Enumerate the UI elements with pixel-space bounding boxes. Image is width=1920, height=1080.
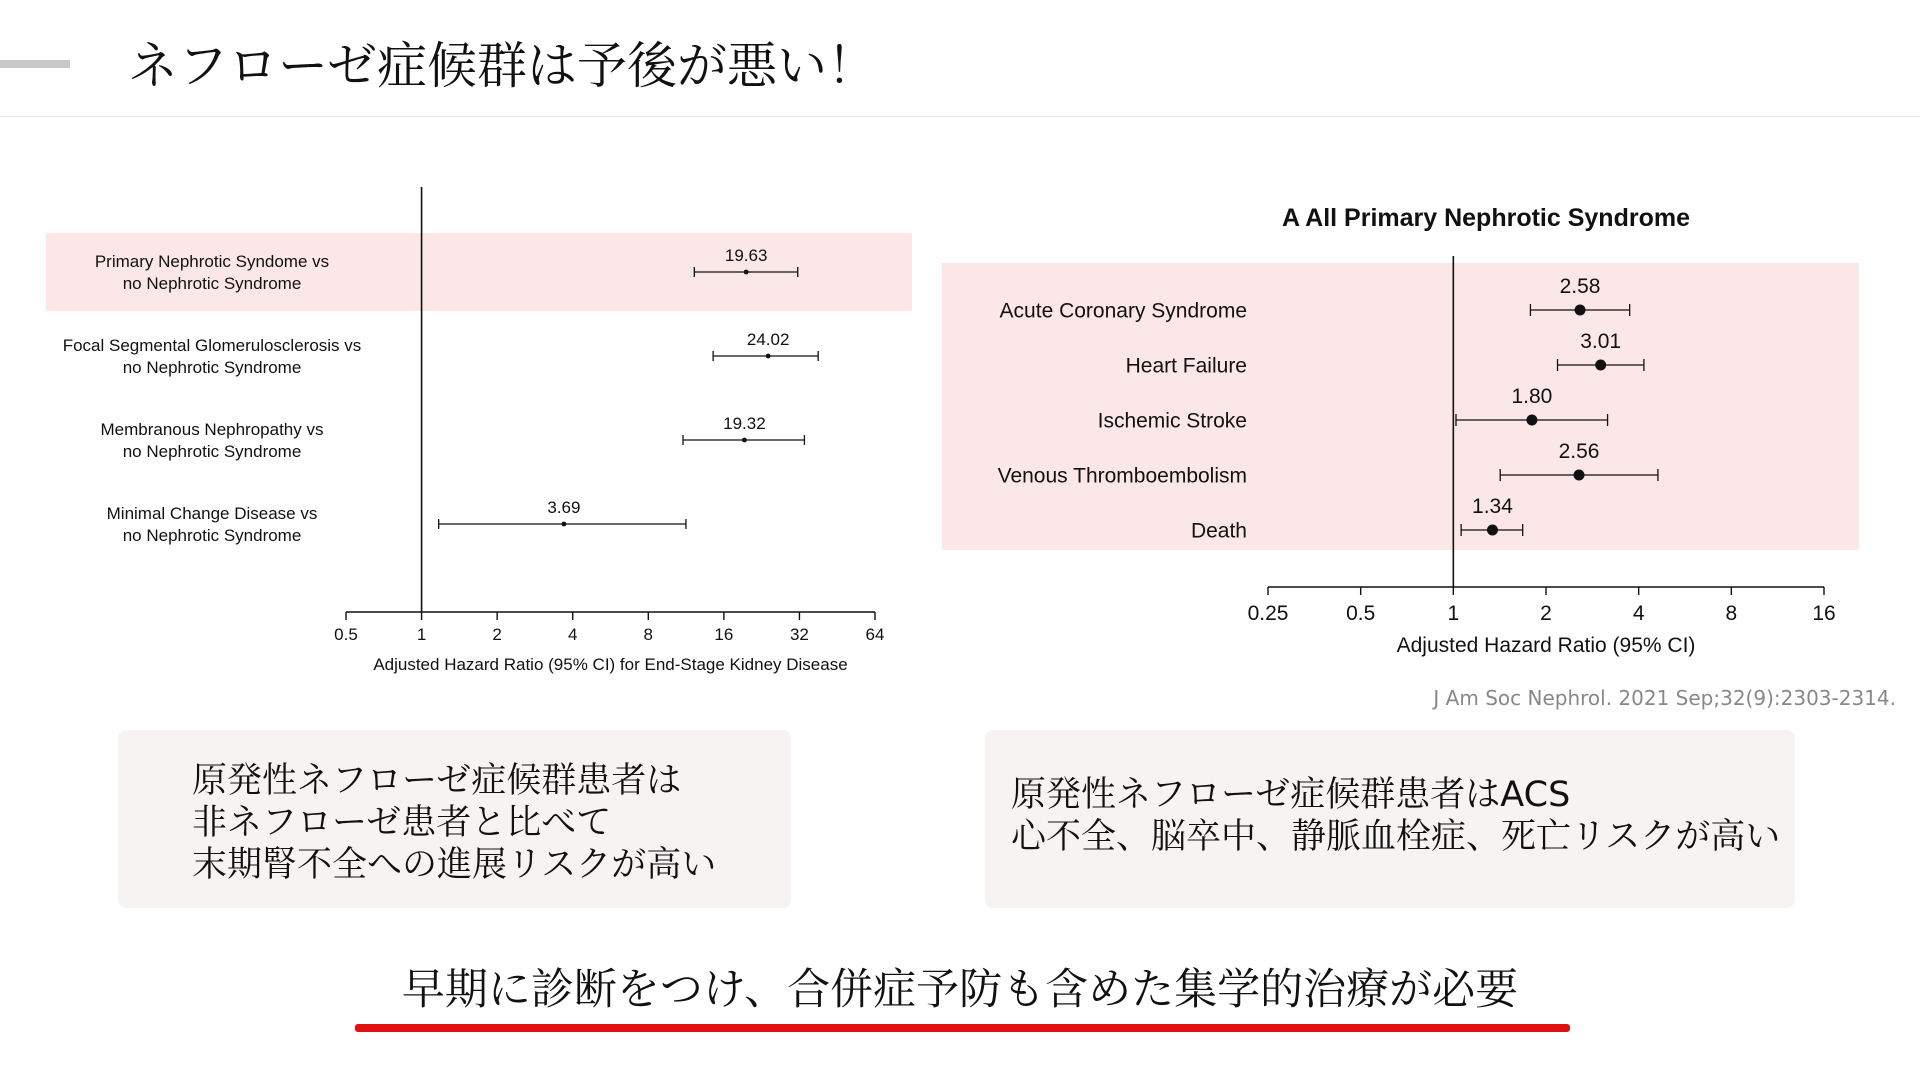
esk-tick-label-4: 4 bbox=[567, 625, 578, 644]
cv-tick-label-8: 8 bbox=[1725, 602, 1738, 625]
esk-row-label-1-line-1: Primary Nephrotic Syndome vs bbox=[94, 251, 330, 271]
cv-point-2 bbox=[1595, 360, 1606, 371]
esk-tick-label-16: 16 bbox=[714, 625, 734, 644]
cv-tick-label-1: 1 bbox=[1447, 602, 1460, 625]
cv-value-label-1: 2.58 bbox=[1559, 275, 1601, 298]
esk-tick-label-8: 8 bbox=[643, 625, 654, 644]
cv-point-4 bbox=[1574, 470, 1585, 481]
esk-tick-label-2: 2 bbox=[492, 625, 502, 644]
summary-left-line-1: 原発性ネフローゼ症候群患者は bbox=[192, 761, 682, 801]
cv-tick-label-4: 4 bbox=[1632, 602, 1645, 625]
esk-x-axis-label: Adjusted Hazard Ratio (95% CI) for End-Stage Kidney Disease bbox=[373, 655, 848, 674]
cv-point-5 bbox=[1487, 525, 1498, 536]
cv-point-1 bbox=[1575, 305, 1586, 316]
cv-value-label-3: 1.80 bbox=[1511, 385, 1553, 408]
cv-value-label-4: 2.56 bbox=[1558, 440, 1600, 463]
cv-tick-label-0.5: 0.5 bbox=[1346, 602, 1376, 625]
cv-tick-label-2: 2 bbox=[1540, 602, 1552, 625]
summary-right-line-1: 原発性ネフローゼ症候群患者はACS bbox=[1011, 775, 1571, 815]
summary-left-line-3: 末期腎不全への進展リスクが高い bbox=[192, 845, 717, 885]
cv-row-label-4: Venous Thromboembolism bbox=[997, 464, 1247, 488]
esk-row-label-4-line-2: no Nephrotic Syndrome bbox=[122, 525, 302, 545]
esk-tick-label-64: 64 bbox=[865, 625, 885, 644]
esk-value-label-3: 19.32 bbox=[723, 414, 766, 433]
esk-row-label-1-line-2: no Nephrotic Syndrome bbox=[122, 273, 302, 293]
esk-value-label-2: 24.02 bbox=[746, 330, 790, 349]
summary-box-right bbox=[985, 730, 1795, 908]
cv-tick-label-16: 16 bbox=[1812, 602, 1836, 625]
cv-row-label-1: Acute Coronary Syndrome bbox=[999, 299, 1247, 323]
cv-row-label-3: Ischemic Stroke bbox=[1097, 409, 1247, 433]
summary-right-line-2: 心不全、脳卒中、静脈血栓症、死亡リスクが高い bbox=[1011, 817, 1781, 857]
cv-tick-label-0.25: 0.25 bbox=[1247, 602, 1289, 625]
esk-tick-label-0.5: 0.5 bbox=[334, 625, 358, 644]
cv-row-label-2: Heart Failure bbox=[1125, 354, 1247, 378]
slide-title: ネフローゼ症候群は予後が悪い！ bbox=[128, 37, 877, 95]
conclusion-underline bbox=[355, 1024, 1570, 1032]
summary-box-left bbox=[118, 730, 791, 908]
esk-row-label-4-line-1: Minimal Change Disease vs bbox=[106, 503, 318, 523]
cv-title: A All Primary Nephrotic Syndrome bbox=[1282, 204, 1690, 232]
esk-row-label-3-line-1: Membranous Nephropathy vs bbox=[100, 419, 324, 439]
summary-left-line-2: 非ネフローゼ患者と比べて bbox=[192, 803, 612, 843]
cv-value-label-2: 3.01 bbox=[1580, 330, 1622, 353]
cv-row-label-5: Death bbox=[1190, 519, 1247, 543]
esk-tick-label-1: 1 bbox=[416, 625, 427, 644]
citation: J Am Soc Nephrol. 2021 Sep;32(9):2303-2314. bbox=[1433, 686, 1896, 710]
esk-tick-label-32: 32 bbox=[789, 625, 809, 644]
esk-row-label-2-line-1: Focal Segmental Glomerulosclerosis vs bbox=[62, 335, 362, 355]
cv-point-3 bbox=[1526, 415, 1537, 426]
esk-value-label-1: 19.63 bbox=[724, 246, 768, 265]
esk-row-label-2-line-2: no Nephrotic Syndrome bbox=[122, 357, 302, 377]
cv-x-axis-label: Adjusted Hazard Ratio (95% CI) bbox=[1396, 634, 1696, 657]
esk-value-label-4: 3.69 bbox=[547, 498, 581, 517]
conclusion-text: 早期に診断をつけ、合併症予防も含めた集学的治療が必要 bbox=[401, 965, 1519, 1015]
esk-row-label-3-line-2: no Nephrotic Syndrome bbox=[122, 441, 302, 461]
cv-value-label-5: 1.34 bbox=[1472, 495, 1513, 518]
